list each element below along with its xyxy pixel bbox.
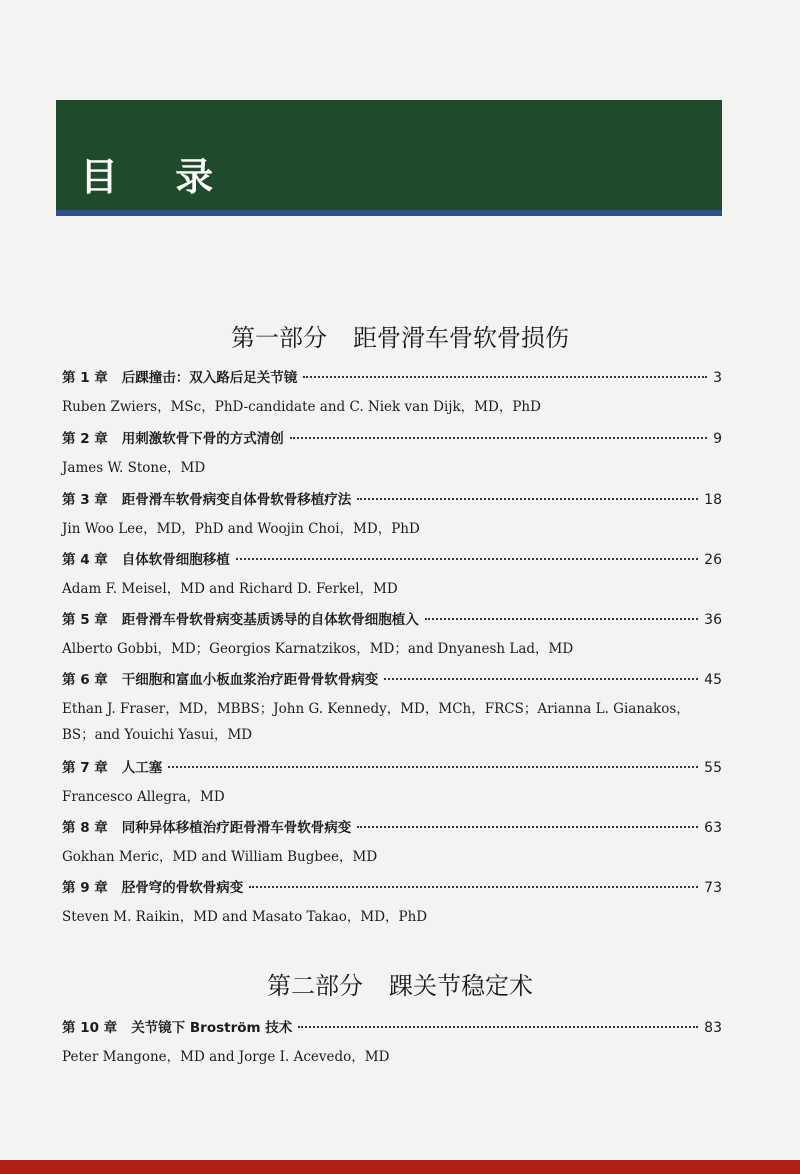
dot-leader <box>357 826 698 828</box>
toc-entry[interactable] <box>62 548 722 602</box>
chapter-title: 用刺激软骨下骨的方式清创 <box>121 431 284 447</box>
toc-entry[interactable] <box>62 1016 722 1070</box>
chapter-authors: James W. Stone，MD <box>62 460 206 476</box>
toc-entry[interactable] <box>62 366 722 420</box>
chapter-number: 第 10 章 <box>62 1020 118 1036</box>
dot-leader <box>236 558 698 560</box>
chapter-number: 第 5 章 <box>62 612 108 628</box>
page-number: 73 <box>704 880 722 896</box>
page-number: 18 <box>704 492 722 508</box>
chapter-authors: Francesco Allegra，MD <box>62 789 225 805</box>
chapter-title: 自体软骨细胞移植 <box>121 552 230 568</box>
chapter-title: 同种异体移植治疗距骨滑车骨软骨病变 <box>121 820 352 836</box>
toc-banner <box>56 100 722 216</box>
chapter-number: 第 6 章 <box>62 672 108 688</box>
chapter-number: 第 8 章 <box>62 820 108 836</box>
chapter-title: 距骨滑车骨软骨病变基质诱导的自体软骨细胞植入 <box>121 612 419 628</box>
page-number: 3 <box>713 370 722 386</box>
chapter-number: 第 1 章 <box>62 370 108 386</box>
part-title: 踝关节稳定术 <box>389 972 533 1000</box>
chapter-title: 关节镜下 Broström 技术 <box>131 1020 293 1036</box>
dot-leader <box>168 766 698 768</box>
part-title: 距骨滑车骨软骨损伤 <box>353 324 569 352</box>
toc-entry[interactable] <box>62 608 722 662</box>
chapter-authors: Gokhan Meric，MD and William Bugbee，MD <box>62 849 378 865</box>
dot-leader <box>425 618 698 620</box>
bottom-edge-bar <box>0 1160 800 1174</box>
part-label: 第二部分 <box>267 972 363 1000</box>
dot-leader <box>357 498 698 500</box>
part-label: 第一部分 <box>231 324 327 352</box>
page-number: 63 <box>704 820 722 836</box>
chapter-number: 第 7 章 <box>62 760 108 776</box>
toc-entry[interactable] <box>62 488 722 542</box>
page-number: 9 <box>713 431 722 447</box>
chapter-number: 第 2 章 <box>62 431 108 447</box>
part-heading <box>0 318 800 353</box>
toc-entry[interactable] <box>62 876 722 930</box>
page-number: 36 <box>704 612 722 628</box>
toc-entry[interactable] <box>62 668 722 748</box>
part-heading <box>0 966 800 1001</box>
chapter-number: 第 4 章 <box>62 552 108 568</box>
chapter-number: 第 9 章 <box>62 880 108 896</box>
page-number: 45 <box>704 672 722 688</box>
dot-leader <box>298 1026 698 1028</box>
chapter-title: 距骨滑车软骨病变自体骨软骨移植疗法 <box>121 492 352 508</box>
dot-leader <box>384 678 698 680</box>
toc-title: 目 录 <box>80 155 236 199</box>
chapter-authors: Ruben Zwiers，MSc，PhD-candidate and C. Niek van Dijk，MD，PhD <box>62 399 541 415</box>
dot-leader <box>249 886 698 888</box>
chapter-title: 胫骨穹的骨软骨病变 <box>121 880 244 896</box>
toc-entry[interactable] <box>62 816 722 870</box>
chapter-authors: Ethan J. Fraser，MD，MBBS；John G. Kennedy，MD，MCh，FRCS；Arianna L. Gianakos， <box>62 701 690 717</box>
page-number: 55 <box>704 760 722 776</box>
chapter-title: 干细胞和富血小板血浆治疗距骨骨软骨病变 <box>121 672 379 688</box>
dot-leader <box>303 376 707 378</box>
chapter-number: 第 3 章 <box>62 492 108 508</box>
chapter-title: 后踝撞击：双入路后足关节镜 <box>121 370 298 386</box>
chapter-authors: Alberto Gobbi，MD；Georgios Karnatzikos，MD；and Dnyanesh Lad，MD <box>62 641 574 657</box>
toc-entry[interactable] <box>62 427 722 481</box>
page-number: 83 <box>704 1020 722 1036</box>
chapter-authors: Steven M. Raikin，MD and Masato Takao，MD，PhD <box>62 909 428 925</box>
dot-leader <box>290 437 707 439</box>
toc-entry[interactable] <box>62 756 722 810</box>
chapter-authors-continued: BS；and Youichi Yasui，MD <box>62 727 253 743</box>
page-number: 26 <box>704 552 722 568</box>
chapter-authors: Adam F. Meisel，MD and Richard D. Ferkel，MD <box>62 581 398 597</box>
chapter-authors: Peter Mangone，MD and Jorge I. Acevedo，MD <box>62 1049 390 1065</box>
chapter-authors: Jin Woo Lee，MD，PhD and Woojin Choi，MD，PhD <box>62 521 420 537</box>
chapter-title: 人工塞 <box>121 760 163 776</box>
